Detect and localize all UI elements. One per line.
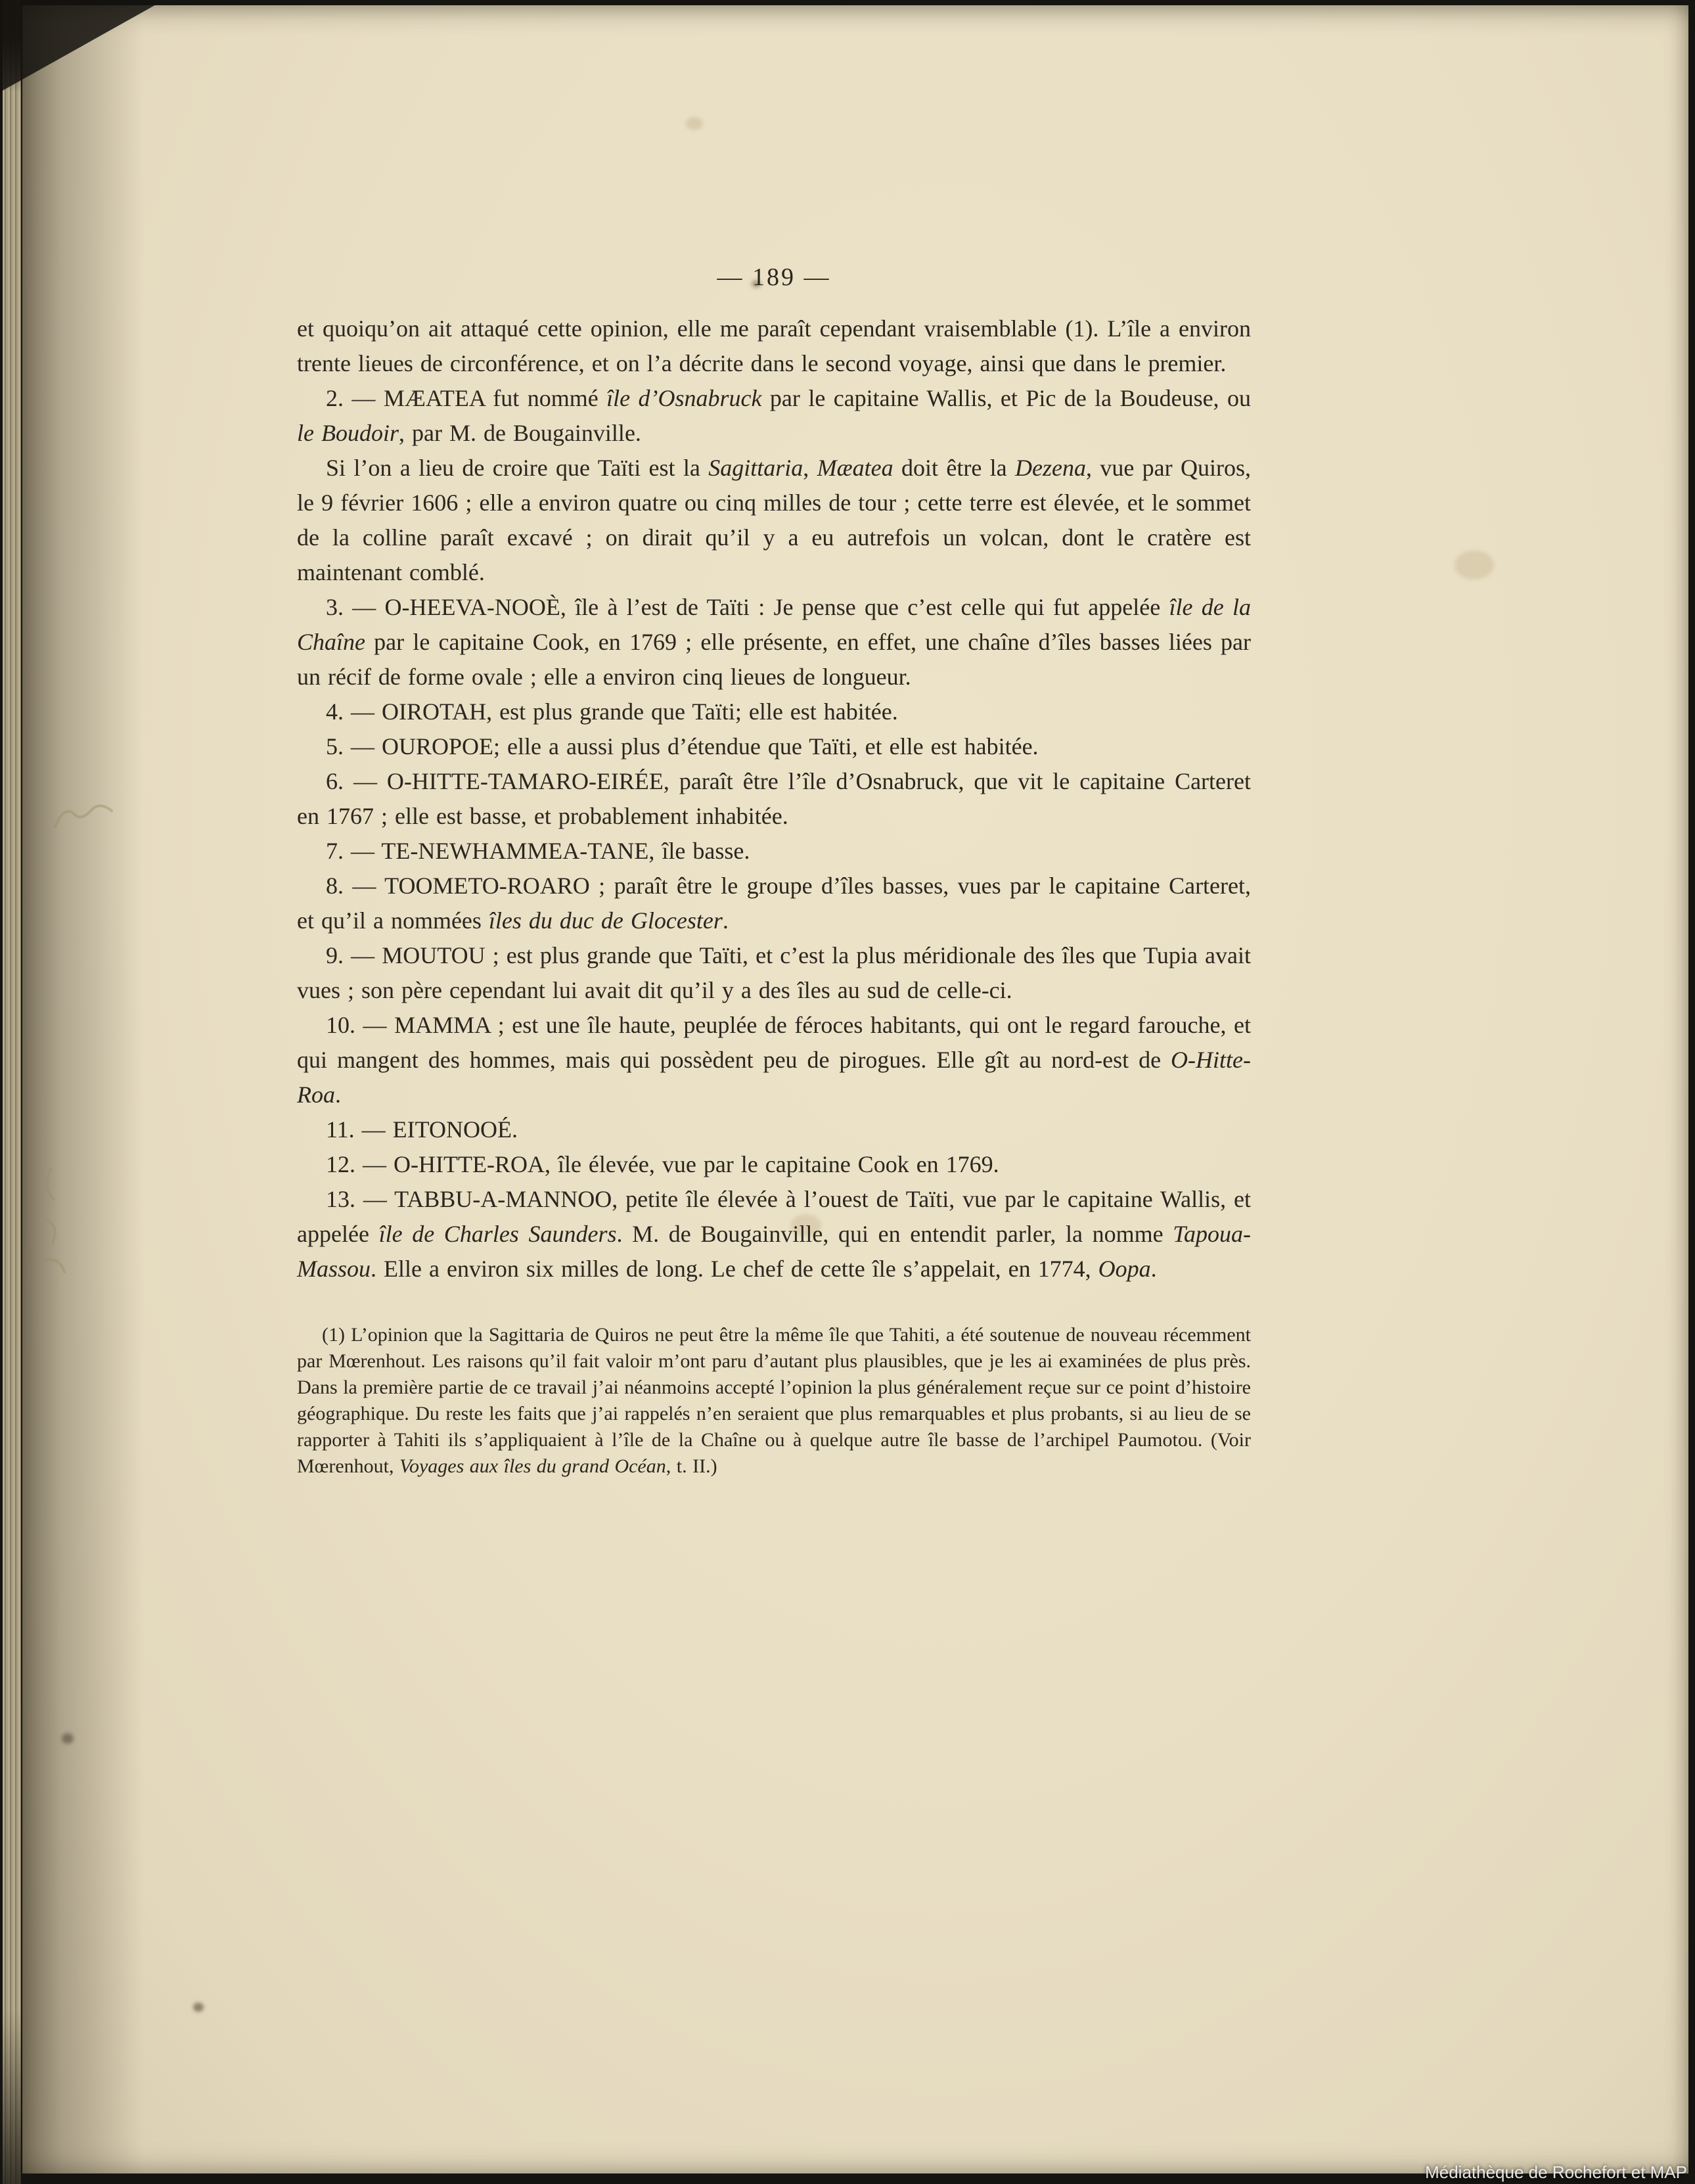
text-run: , t. II.) [666,1455,717,1477]
italic-text-run: Voyages aux îles du grand Océan [399,1455,666,1477]
item-5-ouropoe [297,729,1251,764]
italic-text-run: Dezena [1015,455,1086,481]
main-text [297,311,1251,1286]
page-content [297,263,1251,1480]
italic-text-run: îles du duc de Glocester [488,907,723,934]
italic-text-run: Oopa [1098,1256,1151,1282]
text-run: 2. — MÆATEA fut nommé [326,385,607,411]
text-run: 3. — O-HEEVA-NOOÈ, île à l’est de Taïti : Je pense que c’est celle qui fut appelée [326,594,1169,620]
book-page [22,5,1688,2173]
page-number: — 189 — [717,263,831,291]
paragraph-sagittaria [297,451,1251,590]
item-3-o-heeva-nooe [297,590,1251,694]
text-run: doit être la [893,455,1015,481]
intro-paragraph [297,311,1251,381]
paper-stain [62,1733,74,1744]
text-run: 4. — OIROTAH, est plus grande que Taïti; elle est habitée. [326,698,898,725]
watermark: Médiathèque de Rochefort et MAP [1425,2162,1687,2182]
text-run: 12. — O-HITTE-ROA, île élevée, vue par le capitaine Cook en 1769. [326,1151,999,1177]
text-run: , vue par Quiros, le 9 février 1606 ; elle a environ quatre ou cinq milles de tour ; cette terre est élevée, et le sommet de la colline paraît excavé ; on dirait qu’il y a eu autrefois un volcan, dont le cratère est maintenant comblé. [297,455,1251,585]
text-run: 7. — TE-NEWHAMMEA-TANE, île basse. [326,838,750,864]
text-run: et quoiqu’on ait attaqué cette opinion, elle me paraît cependant vraisemblable (1). L’île a environ trente lieues de circonférence, et on l’a décrite dans le second voyage, ainsi que dans le premier. [297,315,1251,376]
item-7-te-newhammea-tane [297,834,1251,869]
margin-pencil-mark [49,787,121,846]
page-edge-strip [3,0,21,2184]
item-6-o-hitte-tamaro-eiree [297,764,1251,834]
text-run: (1) L’opinion que la Sagittaria de Quiros ne peut être la même île que Tahiti, a été soutenue de nouveau récemment par Mœrenhout. Les raisons qu’il fait valoir m’ont paru d’autant plus plausibles, que je les ai examinées de plus près. Dans la première partie de ce travail j’ai néanmoins accepté l’opinion la plus généralement reçue sur ce point d’histoire géographique. Du reste les faits que j’ai rappelés n’en seraient que plus remarquables et plus probants, si au lieu de se rapporter à Tahiti ils s’appliquaient à l’île de la Chaîne ou à quelque autre île basse de l’archipel Paumotou. (Voir Mœrenhout, [297,1324,1251,1477]
italic-text-run: Sagittaria [708,455,803,481]
book-gutter-shadow [22,5,147,2173]
item-10-mamma [297,1008,1251,1112]
italic-text-run: le Boudoir [297,420,399,446]
text-run: Si l’on a lieu de croire que Taïti est la [326,455,709,481]
margin-pencil-mark [32,1162,84,1293]
text-run: 5. — OUROPOE; elle a aussi plus d’étendue que Taïti, et elle est habitée. [326,733,1039,760]
italic-text-run: île d’Osnabruck [606,385,762,411]
paper-stain [193,2003,204,2012]
text-run: . M. de Bougainville, qui en entendit parler, la nomme [616,1221,1173,1247]
paper-stain [686,117,703,130]
italic-text-run: Mæatea [817,455,893,481]
text-run: 6. — O-HITTE-TAMARO-EIRÉE, paraît être l’île d’Osnabruck, que vit le capitaine Carteret en 1767 ; elle est basse, et probablement inhabitée. [297,768,1251,829]
text-run: . Elle a environ six milles de long. Le chef de cette île s’appelait, en 1774, [371,1256,1098,1282]
footnote [297,1322,1251,1480]
text-run: , par M. de Bougainville. [398,420,641,446]
item-4-oirotah [297,694,1251,729]
item-2-maeatea [297,381,1251,451]
text-run: par le capitaine Cook, en 1769 ; elle présente, en effet, une chaîne d’îles basses liées par un récif de forme ovale ; elle a environ cinq lieues de longueur. [297,629,1251,690]
italic-text-run: île de la Chaîne [297,594,1252,655]
text-run: . [1150,1256,1157,1282]
paper-stain [1455,551,1494,580]
text-run: 13. — TABBU-A-MANNOO, petite île élevée à l’ouest de Taïti, vue par le capitaine Wallis, et appelée [297,1186,1251,1247]
text-run: . [335,1081,341,1108]
item-12-o-hitte-roa [297,1147,1251,1182]
text-run: , [803,455,817,481]
text-run: 8. — TOOMETO-ROARO ; paraît être le groupe d’îles basses, vues par le capitaine Carteret, et qu’il a nommées [297,873,1251,934]
item-11-eitonooe [297,1112,1251,1147]
text-run: par le capitaine Wallis, et Pic de la Boudeuse, ou [761,385,1251,411]
italic-text-run: île de Charles Saunders [378,1221,617,1247]
text-run: 9. — MOUTOU ; est plus grande que Taïti, et c’est la plus méridionale des îles que Tupia avait vues ; son père cependant lui avait dit qu’il y a des îles au sud de celle-ci. [297,942,1251,1003]
italic-text-run: O-Hitte-Roa [297,1047,1251,1108]
text-run: . [722,907,729,934]
text-run: 11. — EITONOOÉ. [326,1116,518,1143]
item-13-tabbu-a-mannoo [297,1182,1251,1286]
text-run: 10. — MAMMA ; est une île haute, peuplée de féroces habitants, qui ont le regard farouche, et qui mangent des hommes, mais qui possèdent peu de pirogues. Elle gît au nord-est de [297,1012,1251,1073]
item-8-toometo-roaro [297,869,1251,938]
item-9-moutou [297,938,1251,1008]
italic-text-run: Tapoua-Massou [297,1221,1251,1282]
